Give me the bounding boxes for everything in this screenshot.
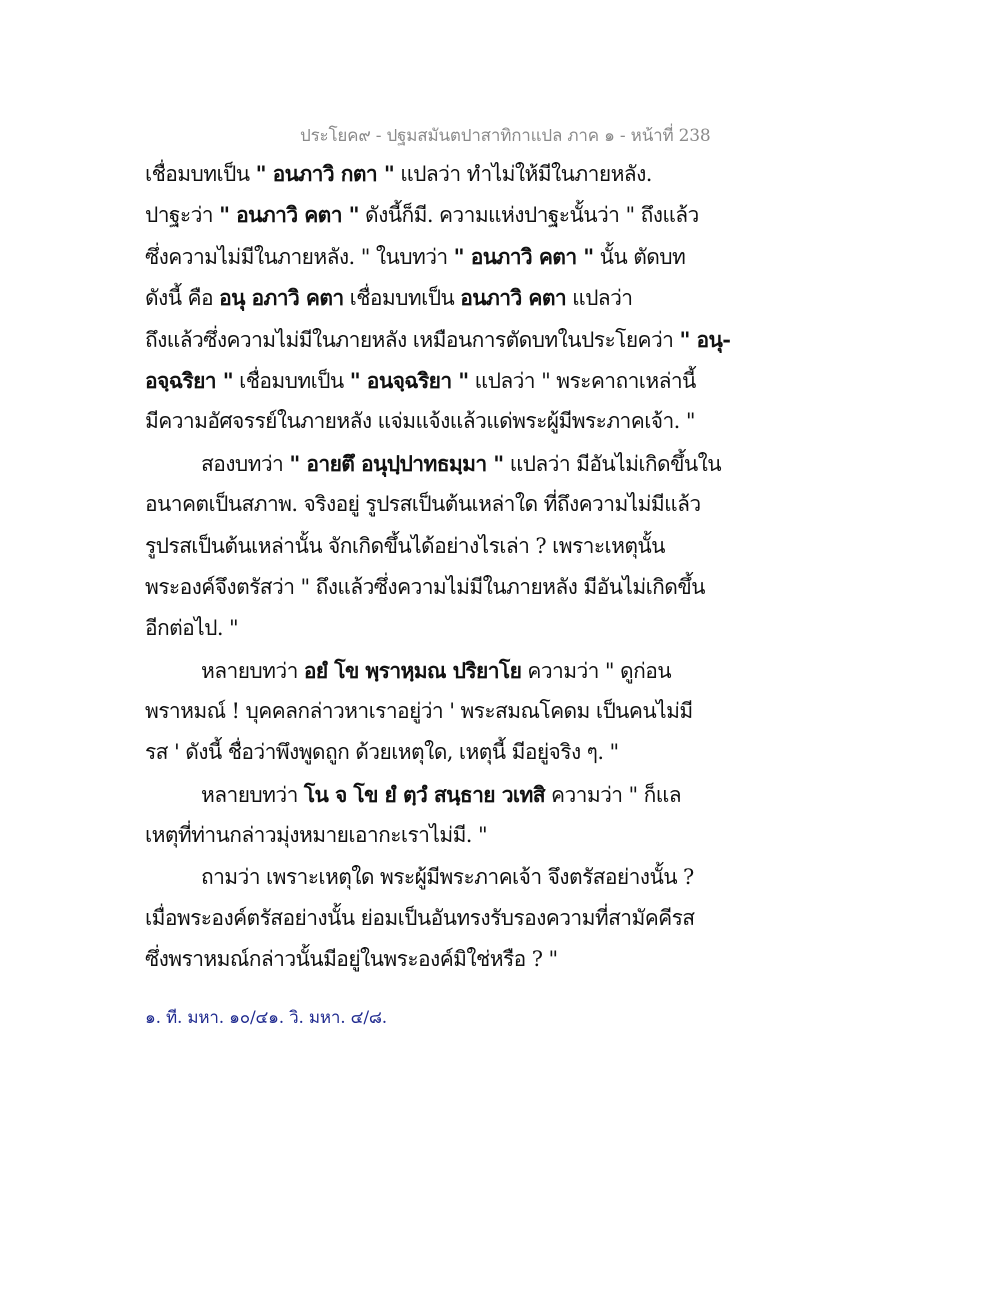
bold-term: อยํ โข พฺราหฺมณ ปริยาโย xyxy=(303,657,522,683)
text-line xyxy=(145,360,725,401)
text-segment: หลายบทว่า xyxy=(201,658,304,683)
text-segment: เหตุที่ท่านกล่าวมุ่งหมายเอากะเราไม่มี. " xyxy=(145,823,488,848)
text-segment: เชื่อมบทเป็น xyxy=(233,368,350,393)
text-segment: แปลว่า มีอันไม่เกิดขึ้นใน xyxy=(503,451,721,476)
text-line xyxy=(145,898,725,939)
bold-term: " อนภาวิ คตา " xyxy=(219,202,359,228)
text-segment: แปลว่า " พระคาถาเหล่านี้ xyxy=(468,368,696,393)
text-line xyxy=(145,774,725,815)
text-segment: มีความอัศจรรย์ในภายหลัง แจ่มแจ้งแล้วแด่พระผู้มีพระภาคเจ้า. " xyxy=(145,409,695,434)
bold-term: " อนภาวิ คตา " xyxy=(453,243,594,269)
text-segment: เมื่อพระองค์ตรัสอย่างนั้น ย่อมเป็นอันทรงรับรองความที่สามัคคีรส xyxy=(145,906,695,931)
text-segment: ความว่า " ก็แล xyxy=(544,782,681,807)
text-segment: ถึงแล้วซึ่งความไม่มีในภายหลัง เหมือนการตัดบทในประโยคว่า xyxy=(145,327,680,352)
text-segment: ถามว่า เพราะเหตุใด พระผู้มีพระภาคเจ้า จึงตรัสอย่างนั้น ? xyxy=(201,864,694,889)
bold-term: " อนภาวิ กตา " xyxy=(255,161,395,186)
text-line xyxy=(145,319,731,360)
text-segment: ความว่า " ดูก่อน xyxy=(521,658,671,683)
bold-term: โน จ โข ยํ ตฺวํ สนฺธาย วเทสิ xyxy=(303,781,545,807)
text-segment: ซึ่งพราหมณ์กล่าวนั้นมีอยู่ในพระองค์มิใช่หรือ ? " xyxy=(145,947,558,972)
text-line xyxy=(145,650,725,691)
bold-term: " อนุ- xyxy=(679,326,731,352)
text-segment: รส ' ดังนี้ ชื่อว่าพึงพูดถูก ด้วยเหตุใด, เหตุนี้ มีอยู่จริง ๆ. " xyxy=(145,740,619,765)
text-segment: รูปรสเป็นต้นเหล่านั้น จักเกิดขึ้นได้อย่างไรเล่า ? เพราะเหตุนั้น xyxy=(145,533,665,558)
text-line xyxy=(145,732,725,773)
text-segment: เชื่อมบทเป็น xyxy=(145,162,256,186)
text-segment: ดังนี้ก็มี. ความแห่งปาฐะนั้นว่า " ถึงแล้ว xyxy=(358,203,699,228)
bold-term: " อนจฺฉริยา " xyxy=(349,367,469,393)
text-line xyxy=(145,939,725,980)
text-segment: พราหมณ์ ! บุคคลกล่าวหาเราอยู่ว่า ' พระสมณโคดม เป็นคนไม่มี xyxy=(145,699,693,724)
footnote: ๑. ที. มหา. ๑๐/๔๑. วิ. มหา. ๔/๘. xyxy=(145,1008,387,1028)
text-line xyxy=(145,484,725,525)
text-line xyxy=(145,608,725,649)
text-line xyxy=(145,857,725,898)
text-line xyxy=(145,443,725,484)
text-line xyxy=(145,526,725,567)
text-segment: ปาฐะว่า xyxy=(145,203,220,228)
text-line xyxy=(145,691,725,732)
text-segment: นั้น ตัดบท xyxy=(593,244,686,269)
text-line xyxy=(145,236,725,277)
text-segment: ดังนี้ คือ xyxy=(145,286,220,311)
text-segment: อนาคตเป็นสภาพ. จริงอยู่ รูปรสเป็นต้นเหล่าใด ที่ถึงความไม่มีแล้ว xyxy=(145,492,701,517)
bold-term: อนภาวิ คตา xyxy=(460,285,567,311)
text-line xyxy=(145,401,725,442)
text-segment: อีกต่อไป. " xyxy=(145,616,239,641)
text-line xyxy=(145,815,725,856)
text-line xyxy=(145,194,725,235)
bold-term: " อายตึ อนุปฺปาทธมฺมา " xyxy=(289,450,504,476)
text-segment: แปลว่า ทำไม่ให้มีในภายหลัง. xyxy=(394,162,652,186)
bold-term: อจฺฉริยา " xyxy=(145,367,234,393)
text-segment: ซึ่งความไม่มีในภายหลัง. " ในบทว่า xyxy=(145,244,454,269)
text-segment: พระองค์จึงตรัสว่า " ถึงแล้วซึ่งความไม่มีในภายหลัง มีอันไม่เกิดขึ้น xyxy=(145,574,705,599)
text-segment: เชื่อมบทเป็น xyxy=(343,286,461,311)
bold-term: อนุ อภาวิ คตา xyxy=(219,285,344,311)
text-segment: แปลว่า xyxy=(566,286,633,311)
text-line xyxy=(145,153,725,194)
body-text xyxy=(145,153,731,981)
text-line xyxy=(145,567,725,608)
text-segment: สองบทว่า xyxy=(201,451,290,476)
running-header: ประโยค๙ - ปฐมสมันตปาสาทิกาแปล ภาค ๑ - หน้าที่ 238 xyxy=(300,126,711,146)
text-line xyxy=(145,277,725,318)
text-segment: หลายบทว่า xyxy=(201,782,304,807)
